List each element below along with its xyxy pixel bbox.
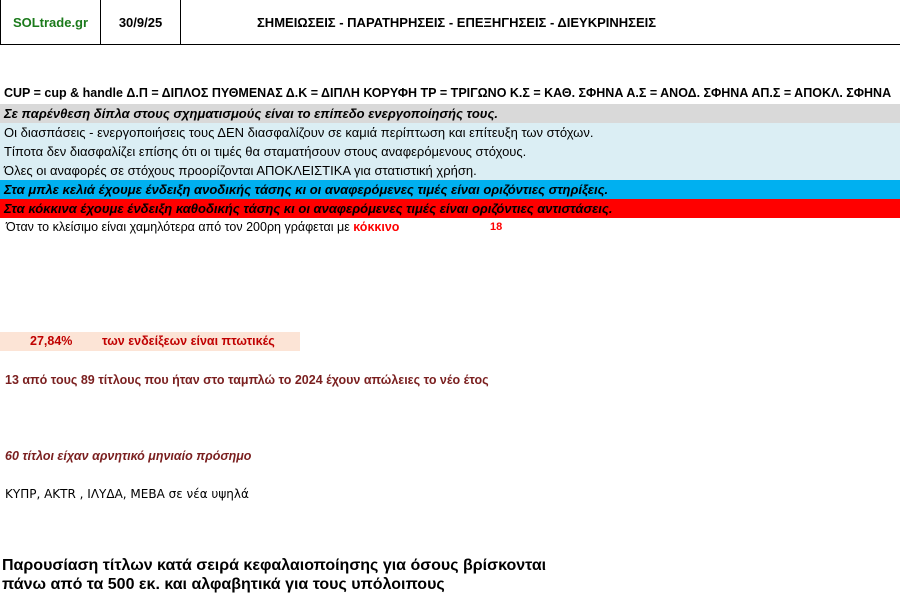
presentation-line-2: πάνω από τα 500 εκ. και αλφαβητικά για τους υπόλοιπους: [2, 576, 445, 593]
negative-monthly-text: 60 τίτλοι είχαν αρνητικό μηνιαίο πρόσημο: [5, 449, 252, 463]
note-prices: Τίποτα δεν διασφαλίζει επίσης ότι οι τιμές θα σταματήσουν στους αναφερόμενους στόχους.: [0, 142, 900, 161]
presentation-line-1: Παρουσίαση τίτλων κατά σειρά κεφαλαιοποίησης για όσους βρίσκονται: [2, 557, 547, 574]
brand-name: SOLtrade.gr: [12, 14, 89, 30]
report-date: 30/9/25: [118, 14, 163, 30]
titles-losses-text: 13 από τους 89 τίτλους που ήταν στο ταμπλώ το 2024 έχουν απώλειες το νέο έτος: [5, 373, 489, 387]
note-statistical: Όλες οι αναφορές σε στόχους προορίζονται ΑΠΟΚΛΕΙΣΤΙΚΑ για στατιστική χρήση.: [0, 161, 900, 180]
new-highs-text: ΚΥΠΡ, ΑΚΤR , ΙΛΥΔΑ, ΜΕΒΑ σε νέα υψηλά: [5, 487, 249, 501]
falling-pct-text: των ενδείξεων είναι πτωτικές: [102, 334, 275, 348]
page-title: ΣΗΜΕΙΩΣΕΙΣ - ΠΑΡΑΤΗΡΗΣΕΙΣ - ΕΠΕΞΗΓΗΣΕΙΣ - ΔΙΕΥΚΡΙΝΗΣΕΙΣ: [257, 14, 657, 30]
note-red-cells: Στα κόκκινα έχουμε ένδειξη καθοδικής τάσης κι οι αναφερόμενες τιμές είναι οριζόντιες αντιστάσεις.: [0, 199, 900, 218]
note-parenthesis: Σε παρένθεση δίπλα στους σχηματισμούς είναι το επίπεδο ενεργοποίησής τους.: [0, 104, 900, 123]
title-cell: [181, 0, 900, 45]
note-blue-cells: Στα μπλε κελιά έχουμε ένδειξη ανοδικής τάσης κι οι αναφερόμενες τιμές είναι οριζόντιες στηρίξεις.: [0, 180, 900, 199]
falling-pct-value: 27,84%: [30, 334, 73, 348]
close-below-count: 18: [490, 221, 503, 233]
close-red-word: κόκκινο: [353, 220, 400, 234]
presentation-heading: [2, 556, 546, 594]
date-cell: [101, 0, 181, 45]
note-close-below-200: [0, 218, 900, 237]
close-text: Όταν το κλείσιμο είναι χαμηλότερα από τον 200ρη γράφεται με: [6, 220, 354, 234]
falling-pct-box: [0, 332, 300, 351]
brand-logo-cell: [0, 0, 101, 45]
header: [0, 0, 900, 46]
note-breakouts: Οι διασπάσεις - ενεργοποιήσεις τους ΔΕΝ διασφαλίζουν σε καμιά περίπτωση και επίτευξη των στόχων.: [0, 123, 900, 142]
pattern-legend: CUP = cup & handle Δ.Π = ΔΙΠΛΟΣ ΠΥΘΜΕΝΑΣ Δ.Κ = ΔΙΠΛΗ ΚΟΡΥΦΗ ΤΡ = ΤΡΙΓΩΝΟ Κ.Σ = ΚΑΘ. ΣΦΗΝΑ Α.Σ = ΑΝΟΔ. ΣΦΗΝΑ ΑΠ.Σ = ΑΠΟΚΛ. ΣΦΗΝΑ: [4, 86, 892, 100]
